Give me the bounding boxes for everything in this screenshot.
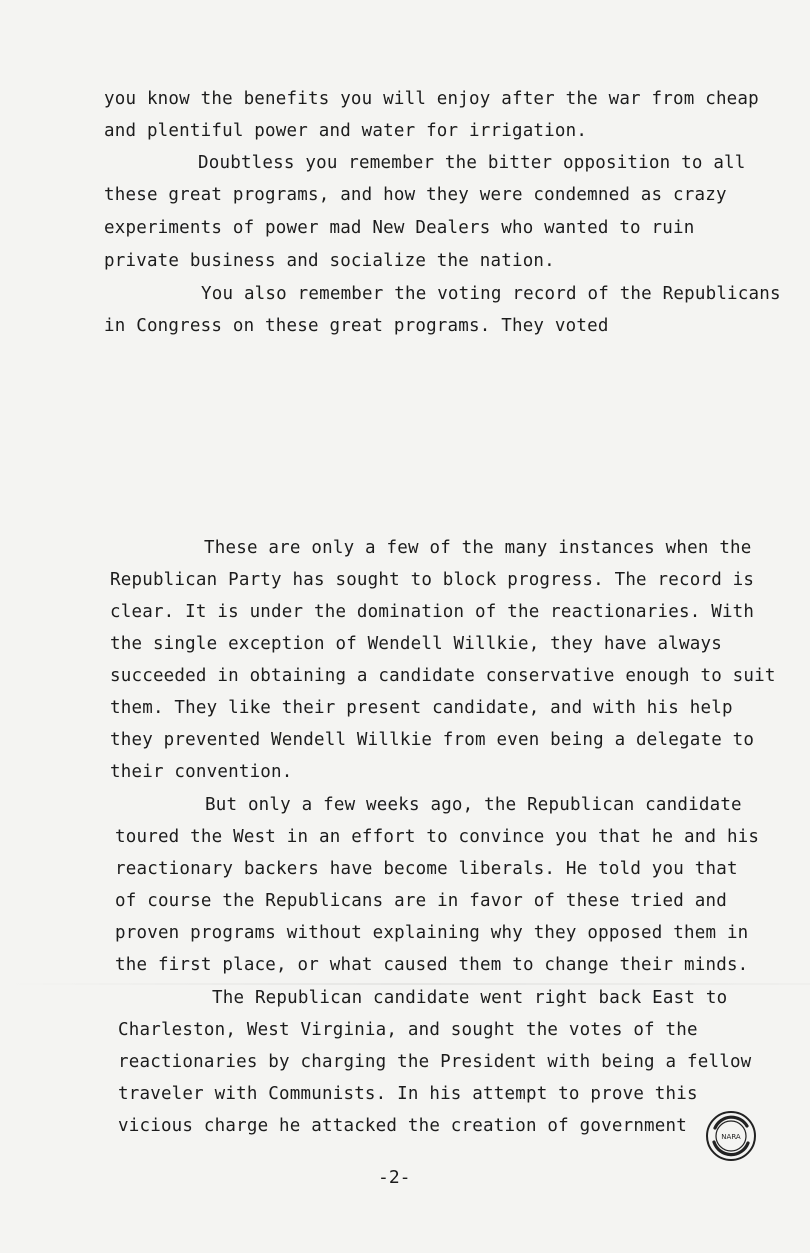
text-line: they prevented Wendell Willkie from even being a delegate to (110, 730, 755, 750)
text-line: reactionaries by charging the President with being a fellow (118, 1052, 752, 1072)
text-line: The Republican candidate went right back East to (212, 988, 728, 1008)
text-line: vicious charge he attacked the creation of government (118, 1116, 688, 1136)
text-line: experiments of power mad New Dealers who wanted to ruin (104, 218, 695, 238)
text-line: succeeded in obtaining a candidate conservative enough to suit (110, 666, 776, 686)
text-line: their convention. (110, 762, 293, 782)
text-line: you know the benefits you will enjoy after the war from cheap (104, 89, 759, 109)
text-line: these great programs, and how they were condemned as crazy (104, 185, 727, 205)
text-line: them. They like their present candidate, and with his help (110, 698, 733, 718)
text-line: Republican Party has sought to block progress. The record is (110, 570, 755, 590)
library-stamp (703, 1108, 759, 1164)
text-line: You also remember the voting record of the Republicans (201, 284, 781, 304)
text-line: Doubtless you remember the bitter opposition to all (198, 153, 746, 173)
text-line: the single exception of Wendell Willkie, they have always (110, 634, 722, 654)
text-line: and plentiful power and water for irrigation. (104, 121, 588, 141)
text-line: proven programs without explaining why they opposed them in (115, 923, 749, 943)
paper-fold-crease (0, 983, 810, 985)
text-line: But only a few weeks ago, the Republican candidate (205, 795, 742, 815)
text-line: the first place, or what caused them to change their minds. (115, 955, 749, 975)
text-line: in Congress on these great programs. They voted (104, 316, 609, 336)
text-line: traveler with Communists. In his attempt to prove this (118, 1084, 698, 1104)
text-line: of course the Republicans are in favor of these tried and (115, 891, 727, 911)
text-line: private business and socialize the nation. (104, 251, 555, 271)
text-line: toured the West in an effort to convince you that he and his (115, 827, 760, 847)
text-line: Charleston, West Virginia, and sought the votes of the (118, 1020, 698, 1040)
stamp-center-text: NARA (721, 1133, 741, 1141)
page-number: -2- (378, 1167, 411, 1188)
text-line: clear. It is under the domination of the reactionaries. With (110, 602, 755, 622)
text-line: reactionary backers have become liberals. He told you that (115, 859, 738, 879)
text-line: These are only a few of the many instances when the (204, 538, 752, 558)
